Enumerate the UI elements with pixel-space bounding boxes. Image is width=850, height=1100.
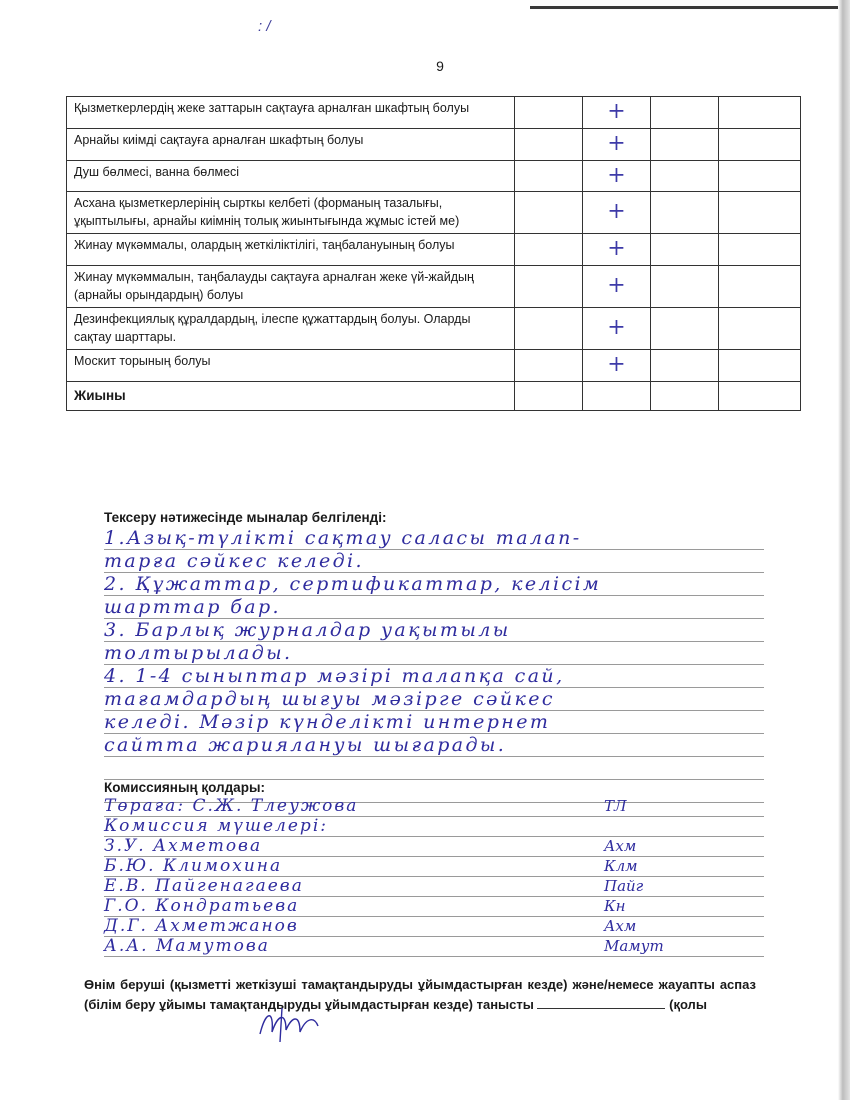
check-mark: + [583, 192, 651, 234]
empty-cell [651, 234, 719, 266]
criterion-label: Москит торының болуы [67, 350, 515, 382]
commission-member-row [104, 917, 764, 937]
handwritten-finding-line: сайтта жариялануы шығарады. [104, 734, 764, 757]
empty-cell [719, 308, 801, 350]
check-mark: + [583, 350, 651, 382]
handwritten-finding-line: 3. Барлық журналдар уақытылы [104, 619, 764, 642]
table-row [67, 97, 801, 129]
empty-cell [651, 128, 719, 160]
empty-cell [515, 128, 583, 160]
criterion-label: Арнайы киімді сақтауға арналған шкафтың болуы [67, 128, 515, 160]
table-row [67, 308, 801, 350]
scan-edge-top [530, 0, 850, 16]
member-name: Төраға: С.Ж. Тлеужова [104, 796, 359, 816]
table-row [67, 266, 801, 308]
member-name: Комиссия мүшелері: [104, 816, 328, 836]
member-name: Д.Г. Ахметжанов [104, 916, 299, 936]
commission-member-row [104, 937, 764, 957]
empty-cell [515, 266, 583, 308]
check-mark: + [583, 128, 651, 160]
table-total-row [67, 381, 801, 410]
check-mark: + [583, 234, 651, 266]
criterion-label: Асхана қызметкерлерінің сырткы келбеті (форманың тазалығы, ұқыптылығы, арнайы киімнің толық жиынтығында жұмыс істей ме) [67, 192, 515, 234]
member-signature: Кн [604, 897, 626, 915]
empty-cell [515, 350, 583, 382]
findings-lines [104, 527, 764, 803]
handwritten-finding-line [104, 757, 764, 780]
check-mark: + [583, 266, 651, 308]
commission-member-row [104, 837, 764, 857]
handwritten-finding-line: тарға сәйкес келеді. [104, 550, 764, 573]
empty-cell [515, 308, 583, 350]
member-name: А.А. Мамутова [104, 936, 270, 956]
footer-acknowledgement [84, 976, 756, 1014]
member-signature: Пайг [604, 877, 644, 895]
empty-cell [719, 381, 801, 410]
footer-text-signature-label: (қолы [669, 997, 707, 1012]
findings-heading: Тексеру нәтижесінде мыналар белгіленді: [104, 510, 387, 525]
page-number: 9 [436, 58, 444, 74]
table-row [67, 128, 801, 160]
empty-cell [515, 381, 583, 410]
empty-cell [515, 97, 583, 129]
commission-heading: Комиссияның қолдары: [104, 780, 265, 795]
commission-member-row [104, 817, 764, 837]
inspection-table [66, 96, 801, 411]
empty-cell [719, 97, 801, 129]
criterion-label: Жинау мүкәммалын, таңбалауды сақтауға арналған жеке үй-жайдың (арнайы орындардың) болуы [67, 266, 515, 308]
check-mark: + [583, 97, 651, 129]
empty-cell [719, 234, 801, 266]
handwritten-finding-line: келеді. Мәзір күнделікті интернет [104, 711, 764, 734]
empty-cell [651, 160, 719, 192]
empty-cell [719, 128, 801, 160]
check-mark: + [583, 160, 651, 192]
handwritten-finding-line: шарттар бар. [104, 596, 764, 619]
findings-section [104, 510, 764, 803]
handwritten-finding-line: толтырылады. [104, 642, 764, 665]
member-name: З.У. Ахметова [104, 836, 263, 856]
commission-signature-lines [104, 797, 764, 957]
total-label: Жиыны [67, 381, 515, 410]
criterion-label: Душ бөлмесі, ванна бөлмесі [67, 160, 515, 192]
commission-member-row [104, 877, 764, 897]
empty-cell [651, 192, 719, 234]
member-signature: ТЛ [604, 797, 627, 815]
table-row [67, 350, 801, 382]
empty-cell [719, 266, 801, 308]
member-signature: Ахм [604, 917, 637, 935]
member-signature: Мамут [604, 937, 664, 955]
handwritten-finding-line: 2. Құжаттар, сертификаттар, келісім [104, 573, 764, 596]
member-signature [604, 817, 764, 836]
empty-cell [515, 192, 583, 234]
member-name: Г.О. Кондратьева [104, 896, 300, 916]
empty-cell [651, 97, 719, 129]
empty-cell [719, 160, 801, 192]
empty-cell [515, 160, 583, 192]
empty-cell [719, 350, 801, 382]
empty-cell [651, 381, 719, 410]
empty-cell [583, 381, 651, 410]
commission-member-row [104, 897, 764, 917]
handwritten-signature-icon [252, 1004, 332, 1044]
commission-member-row [104, 797, 764, 817]
commission-section [104, 780, 764, 957]
table-row [67, 160, 801, 192]
empty-cell [651, 266, 719, 308]
member-name: Е.В. Пайгенагаева [104, 876, 304, 896]
member-signature: Клм [604, 857, 638, 875]
handwritten-finding-line: 1.Азық-түлікті сақтау саласы талап- [104, 527, 764, 550]
footer-text: Өнім беруші (қызметті жеткізуші тамақтандыруды ұйымдастырған кезде) және/немесе жауапты аспаз (білім беру ұйымы тамақтандыруды ұйымдастырған кезде) танысты [84, 977, 756, 1012]
empty-cell [719, 192, 801, 234]
handwritten-finding-line: 4. 1-4 сыныптар мәзірі талапқа сай, [104, 665, 764, 688]
stray-handwritten-mark: : / [258, 18, 271, 35]
member-name: Б.Ю. Климохина [104, 856, 283, 876]
footer-signature-line [537, 994, 665, 1009]
scan-edge-right [838, 0, 850, 1100]
empty-cell [651, 350, 719, 382]
criterion-label: Жинау мүкәммалы, олардың жеткіліктілігі, таңбалануының болуы [67, 234, 515, 266]
table-row [67, 234, 801, 266]
commission-member-row [104, 857, 764, 877]
criterion-label: Дезинфекциялық құралдардың, ілеспе құжаттардың болуы. Оларды сақтау шарттары. [67, 308, 515, 350]
criterion-label: Қызметкерлердің жеке заттарын сақтауға арналған шкафтың болуы [67, 97, 515, 129]
member-signature: Ахм [604, 837, 637, 855]
handwritten-finding-line: тағамдардың шығуы мәзірге сәйкес [104, 688, 764, 711]
table-row [67, 192, 801, 234]
check-mark: + [583, 308, 651, 350]
empty-cell [651, 308, 719, 350]
empty-cell [515, 234, 583, 266]
